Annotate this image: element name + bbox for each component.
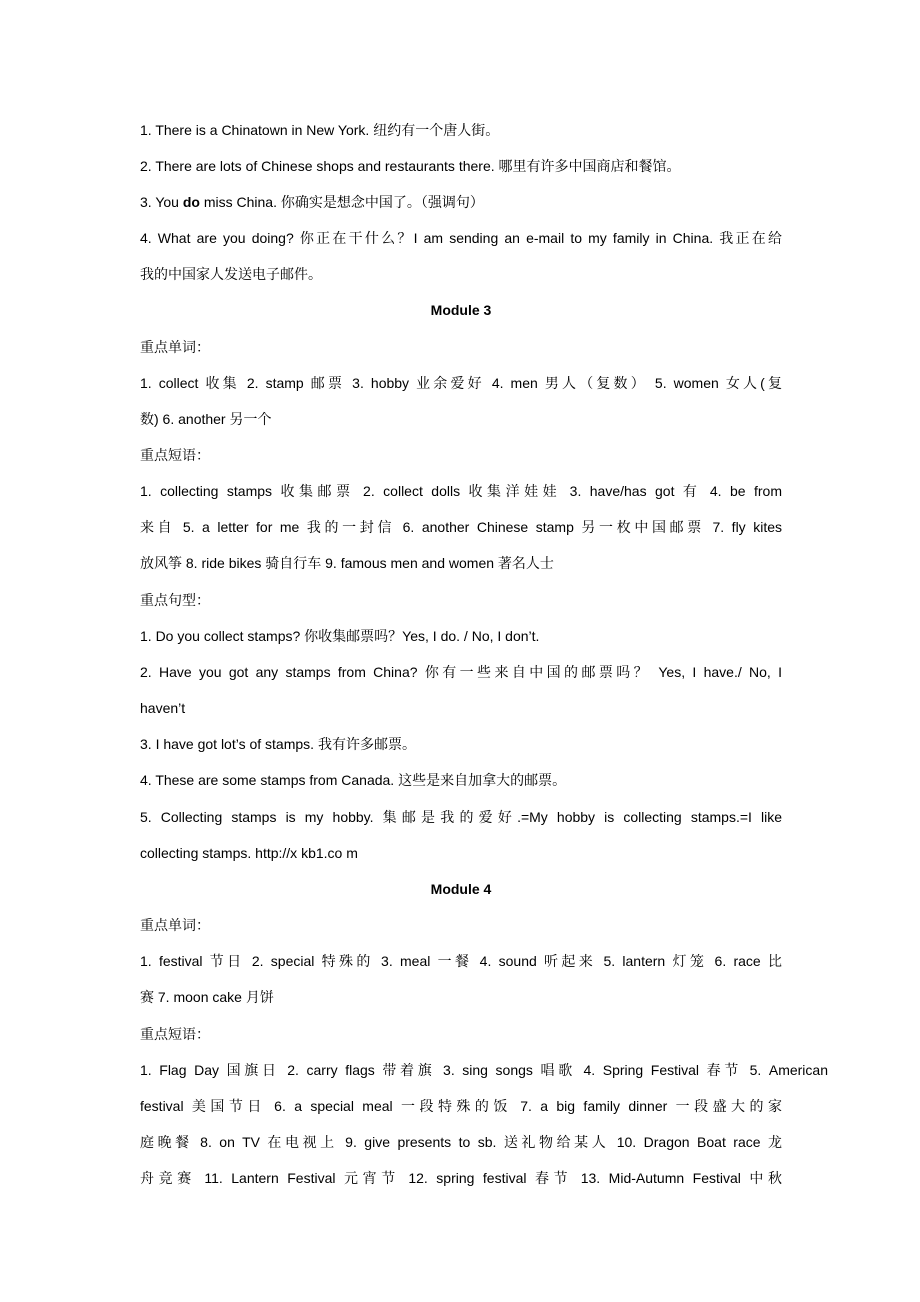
module-3-phrases-line-2: 来自 5. a letter for me 我的一封信 6. another Chinese stamp 另一枚中国邮票 7. fly kites <box>140 519 782 535</box>
module-3-words-line-2: 数) 6. another 另一个 <box>140 411 272 427</box>
module-3-phrases-label: 重点短语： <box>140 447 210 463</box>
sentence-3-emphasis: do <box>182 194 200 210</box>
sentence-4-line-1: 4. What are you doing? 你正在干什么？I am sending an e-mail to my family in China. 我正在给 <box>140 230 782 246</box>
module-3-words-label: 重点单词： <box>140 339 210 355</box>
module-3-sentence-2-line-2: haven’t <box>140 700 186 716</box>
sentence-1: 1. There is a Chinatown in New York. 纽约有一个唐人街。 <box>140 122 500 138</box>
module-4-phrases-line-2: festival 美国节日 6. a special meal 一段特殊的饭 7. a big family dinner 一段盛大的家 <box>140 1098 782 1114</box>
module-3-phrases-line-3: 放风筝 8. ride bikes 骑自行车 9. famous men and women 著名人士 <box>140 555 554 571</box>
module-3-sentence-2-line-1: 2. Have you got any stamps from China? 你有一些来自中国的邮票吗？ Yes, I have./ No, I <box>140 664 782 680</box>
module-3-phrases-line-1: 1. collecting stamps 收集邮票 2. collect dolls 收集洋娃娃 3. have/has got 有 4. be from <box>140 483 782 499</box>
module-4-phrases-line-1: 1. Flag Day 国旗日 2. carry flags 带着旗 3. sing songs 唱歌 4. Spring Festival 春节 5. American <box>140 1062 828 1078</box>
module-3-sentences-label: 重点句型： <box>140 592 210 608</box>
module-3-title: Module 3 <box>430 302 492 318</box>
module-3-sentence-5-line-1: 5. Collecting stamps is my hobby. 集邮是我的爱好.=My hobby is collecting stamps.=I like <box>140 809 782 825</box>
module-4-phrases-line-4: 舟竞赛 11. Lantern Festival 元宵节 12. spring festival 春节 13. Mid-Autumn Festival 中秋 <box>140 1170 782 1186</box>
sentence-2: 2. There are lots of Chinese shops and restaurants there. 哪里有许多中国商店和餐馆。 <box>140 158 681 174</box>
module-3-words-line-1: 1. collect 收集 2. stamp 邮票 3. hobby 业余爱好 4. men 男人（复数） 5. women 女人(复 <box>140 375 782 391</box>
module-4-words-label: 重点单词： <box>140 917 210 933</box>
module-4-phrases-label: 重点短语： <box>140 1026 210 1042</box>
sentence-3 <box>140 192 484 212</box>
module-4-words-line-1: 1. festival 节日 2. special 特殊的 3. meal 一餐 4. sound 听起来 5. lantern 灯笼 6. race 比 <box>140 953 782 969</box>
module-4-title: Module 4 <box>430 881 492 897</box>
module-3-sentence-1: 1. Do you collect stamps? 你收集邮票吗？Yes, I do. / No, I don’t. <box>140 628 540 644</box>
module-3-sentence-5-line-2: collecting stamps. http://x kb1.co m <box>140 845 358 861</box>
sentence-3-post: miss China. 你确实是想念中国了。（强调句） <box>199 194 484 210</box>
module-4-words-line-2: 赛 7. moon cake 月饼 <box>140 989 274 1005</box>
module-3-sentence-4: 4. These are some stamps from Canada. 这些是来自加拿大的邮票。 <box>140 772 567 788</box>
sentence-4-line-2: 我的中国家人发送电子邮件。 <box>140 266 322 282</box>
sentence-3-pre: 3. You <box>140 194 183 210</box>
module-4-phrases-line-3: 庭晚餐 8. on TV 在电视上 9. give presents to sb. 送礼物给某人 10. Dragon Boat race 龙 <box>140 1134 782 1150</box>
module-3-sentence-3: 3. I have got lot’s of stamps. 我有许多邮票。 <box>140 736 416 752</box>
